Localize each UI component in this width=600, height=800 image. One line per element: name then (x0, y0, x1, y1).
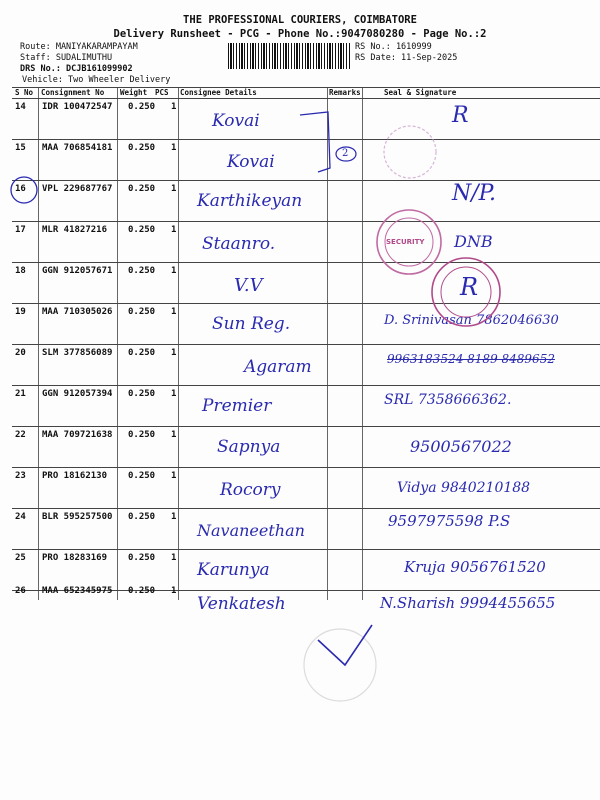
consignment-cell: IDR 100472547 (42, 102, 113, 112)
consignee-handwriting: V.V (234, 275, 263, 296)
pcs-cell: 1 (171, 471, 177, 481)
weight-cell: 0.250 (128, 389, 156, 399)
consignee-handwriting: Rocory (220, 480, 281, 500)
signature-handwriting: 9500567022 (410, 437, 512, 456)
sno-cell: 23 (15, 471, 26, 481)
consignment-cell: VPL 229687767 (42, 184, 113, 194)
signature-handwriting: Kruja 9056761520 (404, 558, 546, 576)
consignee-handwriting: Agaram (244, 357, 312, 377)
company-title: THE PROFESSIONAL COURIERS, COIMBATORE (183, 14, 417, 26)
consignee-handwriting: Kovai (212, 111, 260, 131)
pcs-cell: 1 (171, 102, 177, 112)
pcs-cell: 1 (171, 266, 177, 276)
sno-cell: 21 (15, 389, 26, 399)
consignment-cell: MLR 41827216 (42, 225, 108, 235)
weight-cell: 0.250 (128, 102, 156, 112)
consignee-handwriting-26: Venkatesh (197, 594, 286, 614)
weight-cell: 0.250 (128, 225, 156, 235)
runsheet-title: Delivery Runsheet - PCG - Phone No.:9047080280 - Page No.:2 (113, 28, 487, 40)
consignee-handwriting: Karunya (197, 560, 270, 580)
pcs-cell: 1 (171, 225, 177, 235)
consignee-handwriting: Kovai (227, 152, 275, 172)
consignment-cell: PRO 18162130 (42, 471, 108, 481)
consignment-cell: MAA 706854181 (42, 143, 113, 153)
sno-cell: 15 (15, 143, 26, 153)
drs-label: DRS No.: DCJB161099902 (20, 64, 133, 74)
faded-stamp-bottom (304, 629, 376, 701)
sno-cell: 25 (15, 553, 26, 563)
consignment-cell: MAA 709721638 (42, 430, 113, 440)
consignment-cell: GGN 912057394 (42, 389, 113, 399)
weight-cell: 0.250 (128, 512, 156, 522)
consignment-cell: GGN 912057671 (42, 266, 113, 276)
signature-handwriting: 9963183524 8189 8489652 (387, 352, 555, 366)
sno-cell: 26 (15, 586, 26, 596)
weight-cell: 0.250 (128, 348, 156, 358)
sno-cell: 24 (15, 512, 26, 522)
pcs-cell: 1 (171, 389, 177, 399)
consignee-handwriting: Sapnya (217, 437, 281, 457)
signature-handwriting: 9597975598 P.S (388, 512, 511, 530)
col-pcs-header: PCS (155, 88, 169, 97)
signature-handwriting: R (460, 273, 479, 301)
pcs-cell: 1 (171, 307, 177, 317)
row16-circle-mark (11, 177, 37, 203)
sno-cell: 20 (15, 348, 26, 358)
col-consignee-header: Consignee Details (180, 88, 257, 97)
weight-cell: 0.250 (128, 307, 156, 317)
bracket-mark (300, 112, 330, 172)
consignment-cell: MAA 652345975 (42, 586, 113, 596)
vehicle-label: Vehicle: Two Wheeler Delivery (22, 75, 171, 85)
tick-mark (318, 625, 372, 665)
signature-handwriting-26: N.Sharish 9994455655 (380, 594, 556, 612)
consignment-cell: SLM 377856089 (42, 348, 113, 358)
consignee-handwriting: Karthikeyan (197, 191, 303, 211)
consignment-cell: PRO 18283169 (42, 553, 108, 563)
remarks-number: 2 (342, 148, 349, 159)
consignment-cell: BLR 595257500 (42, 512, 113, 522)
weight-cell: 0.250 (128, 586, 156, 596)
col-consignment-header: Consignment No (41, 88, 105, 97)
sno-cell: 19 (15, 307, 26, 317)
col-weight-header: Weight (120, 88, 148, 97)
sno-cell: 18 (15, 266, 26, 276)
pcs-cell: 1 (171, 586, 177, 596)
pcs-cell: 1 (171, 184, 177, 194)
signature-handwriting: R (452, 103, 469, 128)
signature-handwriting: D. Srinivasan 7862046630 (384, 313, 559, 328)
weight-cell: 0.250 (128, 553, 156, 563)
pcs-cell: 1 (171, 348, 177, 358)
sno-cell: 16 (15, 184, 26, 194)
weight-cell: 0.250 (128, 430, 156, 440)
sno-cell: 14 (15, 102, 26, 112)
pcs-cell: 1 (171, 512, 177, 522)
consignment-cell: MAA 710305026 (42, 307, 113, 317)
pcs-cell: 1 (171, 553, 177, 563)
col-seal-header: Seal & Signature (384, 88, 457, 97)
weight-cell: 0.250 (128, 143, 156, 153)
weight-cell: 0.250 (128, 184, 156, 194)
route-label: Route: MANIYAKARAMPAYAM (20, 42, 138, 52)
consignee-handwriting: Sun Reg. (212, 314, 291, 334)
staff-label: Staff: SUDALIMUTHU (20, 53, 113, 63)
signature-handwriting: DNB (454, 232, 493, 251)
rs-date: RS Date: 11-Sep-2025 (355, 53, 458, 63)
pcs-cell: 1 (171, 430, 177, 440)
faded-stamp-top (384, 126, 436, 178)
sno-cell: 17 (15, 225, 26, 235)
weight-cell: 0.250 (128, 266, 156, 276)
col-remarks-header: Remarks (329, 88, 361, 97)
sno-cell: 22 (15, 430, 26, 440)
signature-handwriting: SRL 7358666362. (384, 392, 512, 408)
consignee-handwriting: Premier (202, 396, 272, 416)
consignee-handwriting: Staanro. (202, 234, 276, 254)
weight-cell: 0.250 (128, 471, 156, 481)
security-stamp-text: SECURITY (386, 238, 425, 246)
signature-handwriting: Vidya 9840210188 (397, 480, 531, 496)
round-seal-stamp (432, 258, 500, 326)
signature-handwriting: N/P. (452, 181, 496, 206)
consignee-handwriting: Navaneethan (197, 521, 305, 540)
rs-number: RS No.: 1610999 (355, 42, 432, 52)
col-sno-header: S No (15, 88, 34, 97)
pcs-cell: 1 (171, 143, 177, 153)
